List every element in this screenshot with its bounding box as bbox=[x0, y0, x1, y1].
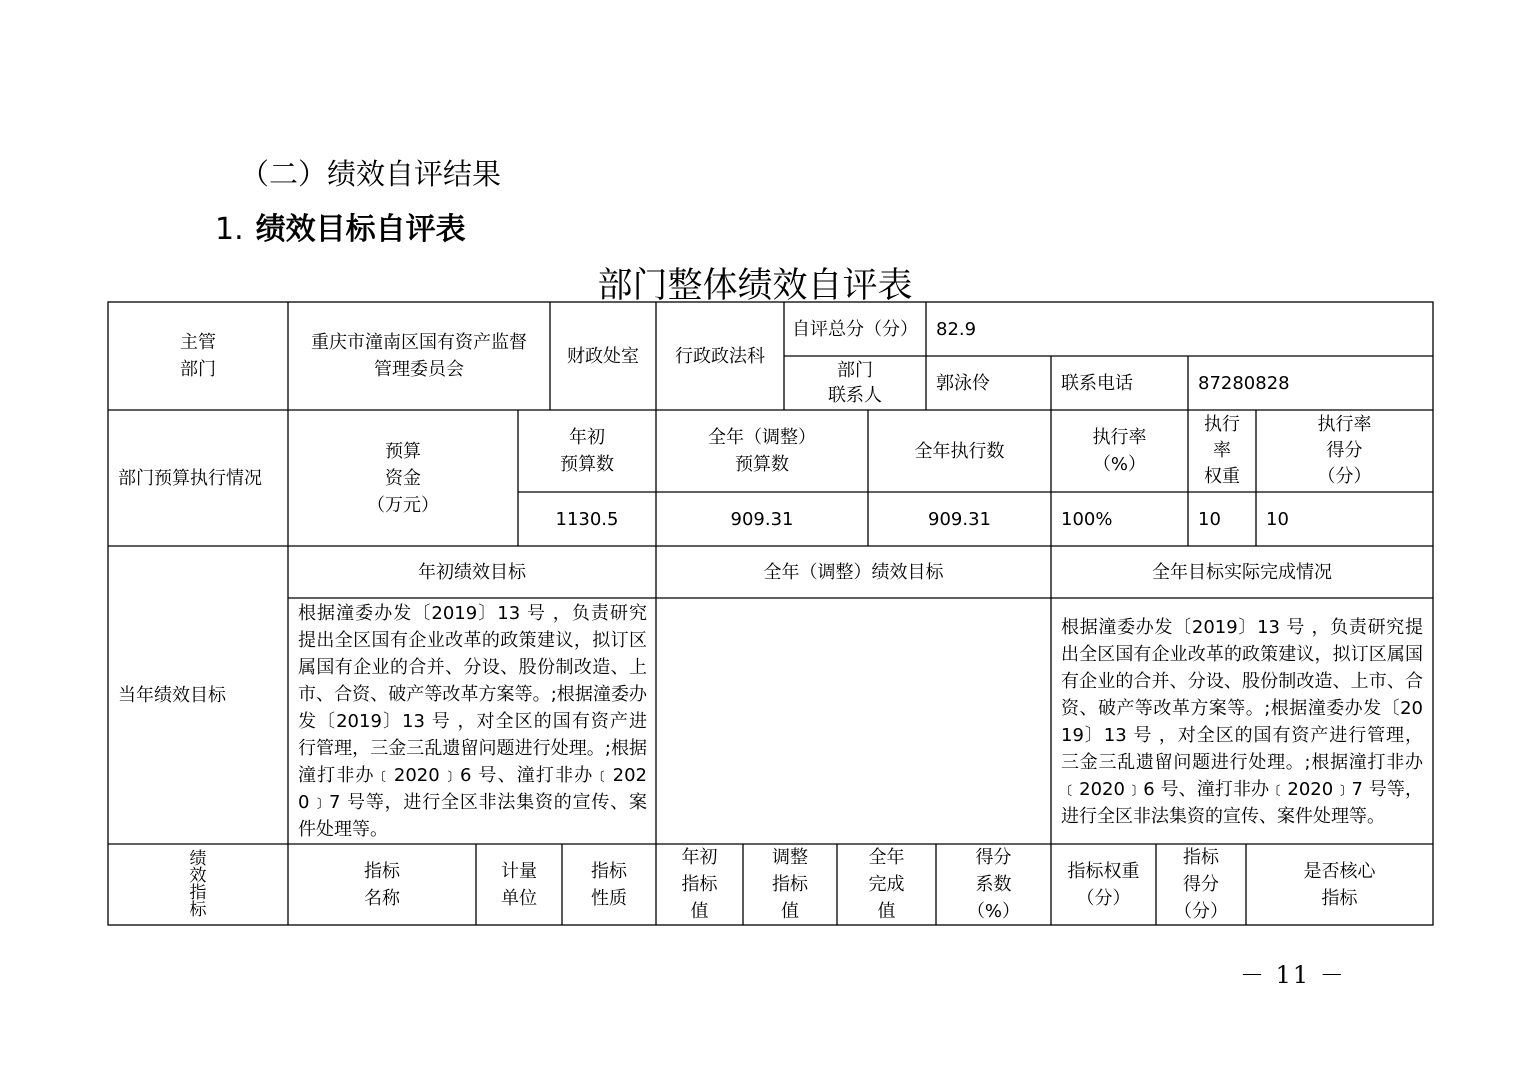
dept-name-line: 管理委员会 bbox=[374, 359, 464, 380]
table-title: 部门整体绩效自评表 bbox=[597, 266, 913, 306]
section-heading: （二）绩效自评结果 bbox=[240, 157, 502, 191]
value-initial-budget: 1130.5 bbox=[555, 508, 619, 530]
budget-execution-label: 部门预算执行情况 bbox=[118, 467, 262, 489]
indicators-label bbox=[108, 844, 288, 925]
contact-label bbox=[784, 356, 926, 410]
header-adjusted-goals: 全年（调整）绩效目标 bbox=[763, 561, 944, 583]
header-indicator-weight bbox=[1051, 844, 1156, 925]
header-line: 完成 bbox=[868, 874, 905, 895]
label-char: 指 bbox=[189, 882, 207, 903]
header-completed-value bbox=[837, 844, 936, 925]
header-line: （%） bbox=[966, 901, 1021, 922]
self-score-label: 自评总分（分） bbox=[792, 318, 918, 340]
header-line: 单位 bbox=[501, 887, 537, 909]
label-line: 联系人 bbox=[828, 385, 882, 406]
header-line: 率 bbox=[1213, 440, 1231, 461]
header-execution-rate bbox=[1051, 410, 1188, 492]
header-core-indicator bbox=[1246, 844, 1433, 925]
value-adjusted-budget: 909.31 bbox=[730, 508, 794, 530]
finance-office-label: 财政处室 bbox=[567, 345, 639, 367]
label-char: 效 bbox=[189, 865, 207, 886]
header-actual-completion: 全年目标实际完成情况 bbox=[1152, 561, 1332, 583]
header-adjusted-value bbox=[743, 844, 837, 925]
initial-goals-text: 根据潼委办发〔2019〕13 号 ，负责研究提出全区国有企业改革的政策建议，拟订区属国有企业的合并、分设、股份制改造、上市、合资、破产等改革方案等。;根据潼委办发〔2019〕13 号 ，对全区的国有资产进行管理，三金三乱遗留问题进行处理。;根据潼打非办﹝2020﹞6 号、潼打非办﹝2020﹞7 号等，进行全区非法集资的宣传、案件处理等。 bbox=[298, 603, 647, 840]
page-number: － 11 － bbox=[1240, 961, 1346, 989]
sub-heading-number: 1. bbox=[215, 212, 244, 247]
header-line: 指标 bbox=[364, 860, 400, 882]
header-line: 权重 bbox=[1204, 466, 1240, 487]
header-line: 指标 bbox=[591, 860, 627, 882]
header-unit bbox=[476, 844, 562, 925]
header-line: （%） bbox=[1092, 454, 1147, 475]
header-line: 计量 bbox=[501, 860, 537, 882]
supervising-dept-label bbox=[108, 302, 288, 410]
header-line: 年初 bbox=[569, 427, 605, 448]
annual-goals-label: 当年绩效目标 bbox=[118, 684, 226, 706]
header-executed: 全年执行数 bbox=[914, 440, 1005, 462]
dept-name-line: 重庆市潼南区国有资产监督 bbox=[311, 332, 527, 353]
header-line: 得分 bbox=[1183, 874, 1219, 895]
header-rate-score bbox=[1256, 410, 1433, 492]
header-line: （分） bbox=[1174, 901, 1228, 922]
header-initial-value bbox=[656, 844, 743, 925]
header-line: 指标 bbox=[772, 874, 808, 895]
value-rate-weight: 10 bbox=[1198, 508, 1221, 530]
header-line: 调整 bbox=[772, 847, 808, 868]
finance-office-value: 行政政法科 bbox=[675, 345, 765, 367]
sub-heading-text: 绩效目标自评表 bbox=[255, 212, 466, 247]
header-line: 指标权重 bbox=[1067, 860, 1140, 882]
header-adjusted-budget bbox=[656, 410, 868, 492]
contact-value: 郭泳伶 bbox=[936, 372, 990, 394]
header-line: （分） bbox=[1076, 887, 1131, 909]
header-line: 全年 bbox=[868, 847, 905, 868]
header-indicator-score bbox=[1156, 844, 1246, 925]
dept-name bbox=[288, 302, 550, 410]
actual-completion-text: 根据潼委办发〔2019〕13 号 ，负责研究提出全区国有企业改革的政策建议，拟订区属国有企业的合并、分设、股份制改造、上市、合资、破产等改革方案等。;根据潼委办发〔2019〕13 号 ，对全区的国有资产进行管理，三金三乱遗留问题进行处理。;根据潼打非办﹝2020﹞6 号、潼打非办﹝2020﹞7 号等，进行全区非法集资的宣传、案件处理等。 bbox=[1061, 617, 1423, 827]
label-char: 标 bbox=[189, 899, 207, 920]
label-line: 部门 bbox=[837, 360, 873, 381]
label-line: 资金 bbox=[385, 467, 421, 489]
phone-label: 联系电话 bbox=[1061, 372, 1133, 394]
header-line: 值 bbox=[781, 901, 799, 922]
budget-fund-label bbox=[288, 410, 518, 546]
header-line: 指标 bbox=[681, 874, 718, 895]
header-initial-budget bbox=[518, 410, 656, 492]
label-line: 部门 bbox=[180, 359, 216, 380]
header-line: 指标 bbox=[1321, 887, 1358, 909]
header-line: 是否核心 bbox=[1303, 860, 1376, 882]
header-line: 性质 bbox=[591, 887, 627, 909]
header-line: 全年（调整） bbox=[708, 427, 816, 448]
header-line: 指标 bbox=[1183, 847, 1219, 868]
header-nature bbox=[562, 844, 656, 925]
header-line: 值 bbox=[877, 901, 896, 922]
header-line: 执行率 bbox=[1317, 414, 1372, 435]
header-indicator-name bbox=[288, 844, 476, 925]
header-line: 得分 bbox=[1326, 440, 1363, 461]
header-line: 执行 bbox=[1204, 414, 1240, 435]
header-score-coef bbox=[936, 844, 1051, 925]
header-line: 得分 bbox=[975, 847, 1012, 868]
header-initial-goals: 年初绩效目标 bbox=[418, 561, 526, 583]
header-line: 预算数 bbox=[560, 454, 614, 475]
header-line: 预算数 bbox=[735, 454, 789, 475]
header-line: 系数 bbox=[975, 874, 1012, 895]
value-execution-rate: 100% bbox=[1061, 508, 1113, 530]
header-rate-weight bbox=[1188, 410, 1256, 492]
phone-value: 87280828 bbox=[1198, 372, 1290, 394]
label-line: 预算 bbox=[385, 440, 421, 462]
label-line: （万元） bbox=[367, 494, 439, 516]
label-char: 绩 bbox=[189, 848, 207, 869]
header-line: 名称 bbox=[364, 887, 400, 909]
label-line: 主管 bbox=[180, 332, 216, 353]
value-executed: 909.31 bbox=[928, 508, 991, 530]
value-rate-score: 10 bbox=[1266, 508, 1289, 530]
header-line: 执行率 bbox=[1092, 427, 1147, 448]
self-score-value: 82.9 bbox=[936, 318, 977, 340]
header-line: 值 bbox=[690, 901, 709, 922]
header-line: （分） bbox=[1317, 466, 1372, 487]
header-line: 年初 bbox=[681, 847, 718, 868]
